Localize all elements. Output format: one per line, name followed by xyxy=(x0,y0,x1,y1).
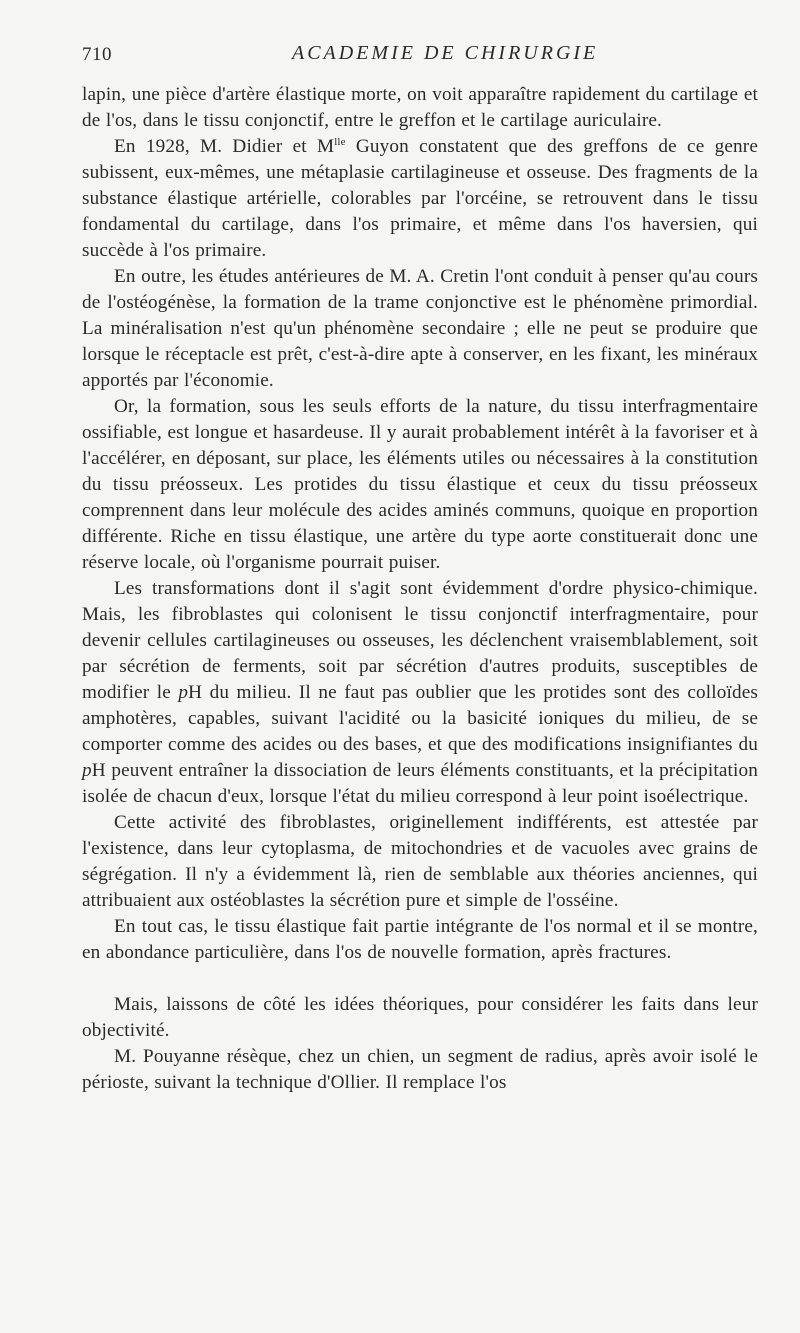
paragraph-6: Cette activité des fibroblastes, originellement indifférents, est attestée par l'existence, dans leur cytoplasma, de mitochondries et de vacuoles avec grains de ségrégation. Il n'y a évidemment là, rien de semblable aux théories anciennes, qui attribuaient aux ostéoblastes la sécrétion pure et simple de l'osséine. xyxy=(82,812,758,911)
running-title: ACADEMIE DE CHIRURGIE xyxy=(292,42,599,64)
paragraph-2-text-a: En 1928, M. Didier et M xyxy=(114,136,335,157)
paragraph-2-text-b: Guyon constatent que des greffons de ce genre subissent, eux-mêmes, une métaplasie cartilagineuse et osseuse. Des fragments de la substance élastique artérielle, colorables par l'orcéine, se retrouvent dans le tissu fondamental du cartilage, dans l'os primaire, et même dans l'os haversien, qui succède à l'os primaire. xyxy=(82,136,758,261)
paragraph-2 xyxy=(82,134,758,264)
paragraph-7: En tout cas, le tissu élastique fait partie intégrante de l'os normal et il se montre, en abondance particulière, dans l'os de nouvelle formation, après fractures. xyxy=(82,916,758,963)
paragraph-5-text-b: H du milieu. Il ne faut pas oublier que les protides sont des colloïdes amphotères, capables, suivant l'acidité ou la basicité ioniques du milieu, de se comporter comme des acides ou des bases, et que des modifications insignifiantes du xyxy=(82,682,759,755)
title-superscript: lle xyxy=(334,136,346,148)
paragraph-8: Mais, laissons de côté les idées théoriques, pour considérer les faits dans leur objectivité. xyxy=(82,994,758,1041)
paragraph-1: lapin, une pièce d'artère élastique morte, on voit apparaître rapidement du cartilage et de l'os, dans le tissu conjonctif, entre le greffon et le cartilage auriculaire. xyxy=(82,84,758,131)
page-header xyxy=(82,40,758,70)
paragraph-3: En outre, les études antérieures de M. A. Cretin l'ont conduit à penser qu'au cours de l'ostéogénèse, la formation de la trame conjonctive est le phénomène primordial. La minéralisation n'est qu'un phénomène secondaire ; elle ne peut se produire que lorsque le réceptacle est prêt, c'est-à-dire apte à conserver, en les fixant, les minéraux apportés par l'économie. xyxy=(82,266,758,391)
ph-italic-p: p xyxy=(178,682,189,703)
paragraph-5-text-a: Les transformations dont il s'agit sont évidemment d'ordre physico-chimique. Mais, les fibroblastes qui colonisent le tissu conjonctif interfragmentaire, pour devenir cellules cartilagineuses ou osseuses, les déclenchent vraisemblablement, soit par sécrétion de ferments, soit par sécrétion d'autres produits, susceptibles de modifier le xyxy=(82,578,758,703)
paragraph-5 xyxy=(82,576,758,810)
paragraph-5-text-c: H peuvent entraîner la dissociation de leurs éléments constituants, et la précipitation isolée de chacun d'eux, lorsque l'état du milieu correspond à leur point isoélectrique. xyxy=(82,760,758,807)
body-text xyxy=(82,82,758,1096)
paragraph-4: Or, la formation, sous les seuls efforts de la nature, du tissu interfragmentaire ossifiable, est longue et hasardeuse. Il y aurait probablement intérêt à la favoriser et à l'accélérer, en déposant, sur place, les éléments utiles ou nécessaires à la constitution du tissu préosseux. Les protides du tissu élastique et ceux du tissu préosseux comprennent dans leur molécule des acides aminés communs, quoique en proportion différente. Riche en tissu élastique, une artère du type aorte constituerait donc une réserve locale, où l'organisme pourrait puiser. xyxy=(82,396,758,573)
paragraph-9: M. Pouyanne résèque, chez un chien, un segment de radius, après avoir isolé le périoste, suivant la technique d'Ollier. Il remplace l'os xyxy=(82,1046,758,1093)
ph-italic-p: p xyxy=(82,760,92,781)
page-number: 710 xyxy=(82,44,112,65)
